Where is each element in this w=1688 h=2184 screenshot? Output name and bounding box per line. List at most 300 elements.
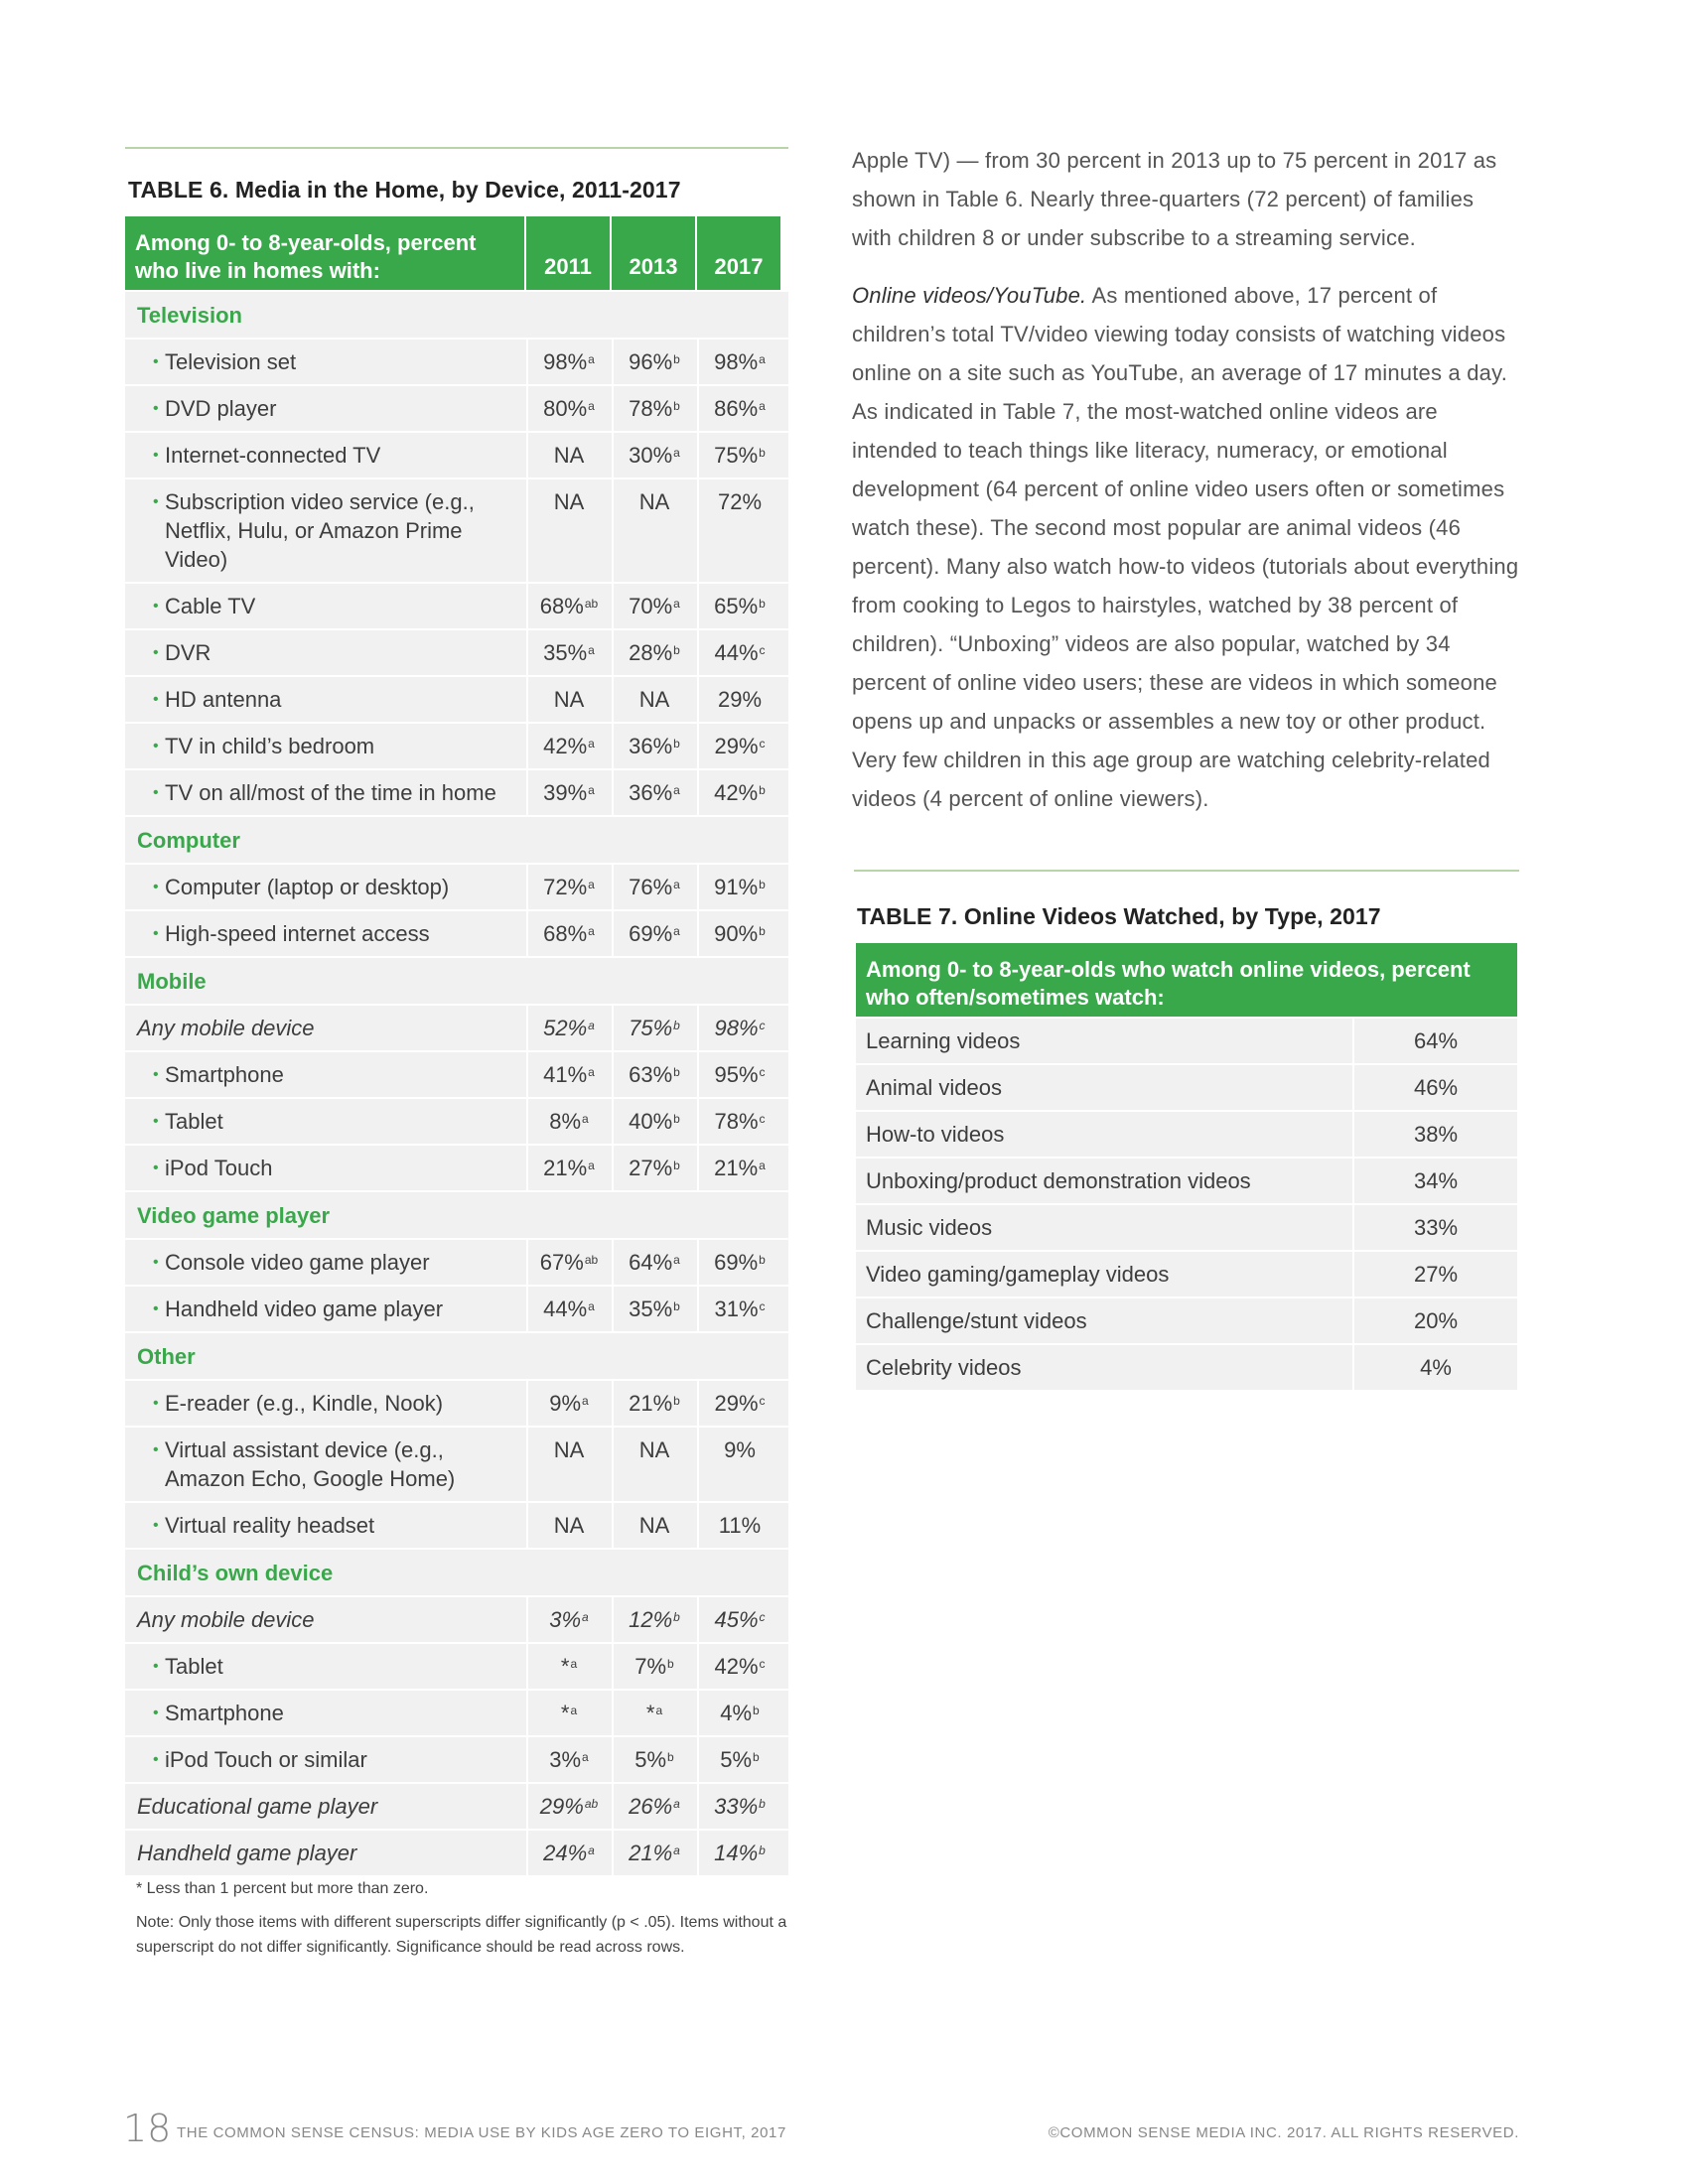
table6-row	[125, 1006, 788, 1050]
table6-row	[125, 1831, 788, 1875]
row-label-text: Other	[137, 1344, 196, 1369]
table7-title: TABLE 7. Online Videos Watched, by Type, 2017	[857, 903, 1381, 929]
row-label	[125, 1146, 524, 1190]
value-cell	[526, 1287, 610, 1331]
row-label-text: Any mobile device	[137, 1607, 315, 1632]
value-text: 30%	[629, 443, 673, 468]
value-text: 21%	[629, 1841, 673, 1865]
table6-row	[125, 865, 788, 909]
significance-superscript: c	[759, 737, 766, 751]
row-label-text: Virtual reality headset	[165, 1513, 375, 1538]
value-text: 76%	[629, 875, 673, 899]
value-cell: 38%	[1354, 1112, 1517, 1157]
bullet-icon: •	[153, 925, 159, 942]
row-label-text: E-reader (e.g., Kindle, Nook)	[165, 1391, 444, 1416]
row-label-text: Any mobile device	[137, 1016, 315, 1040]
value-text: 98%	[543, 349, 588, 374]
value-text: 12%	[629, 1607, 673, 1632]
row-label	[125, 724, 524, 768]
value-text: *	[560, 1701, 570, 1725]
footer-left: THE COMMON SENSE CENSUS: MEDIA USE BY KIDS AGE ZERO TO EIGHT, 2017	[177, 2124, 786, 2141]
value-text: 69%	[629, 921, 673, 946]
value-text: 27%	[629, 1156, 673, 1180]
value-text: *	[560, 1654, 570, 1679]
significance-superscript: b	[759, 924, 766, 938]
value-cell	[526, 1644, 610, 1689]
paragraph-lead: Online videos/YouTube.	[852, 283, 1087, 308]
significance-superscript: c	[759, 1299, 766, 1313]
value-cell	[612, 584, 695, 628]
value-cell	[526, 1831, 610, 1875]
value-cell: 46%	[1354, 1065, 1517, 1110]
value-cell	[612, 770, 695, 815]
value-cell	[526, 724, 610, 768]
value-text: 21%	[714, 1156, 759, 1180]
row-label: Learning videos	[856, 1019, 1352, 1063]
value-text: 45%	[714, 1607, 759, 1632]
row-label-text: Educational game player	[137, 1794, 378, 1819]
significance-superscript: c	[759, 1065, 766, 1079]
value-cell	[697, 1240, 780, 1285]
significance-superscript: a	[588, 643, 595, 657]
table6-section-row	[125, 1192, 788, 1238]
table7-row	[856, 1205, 1517, 1250]
value-cell	[526, 433, 610, 478]
value-text: NA	[553, 443, 585, 468]
significance-superscript: a	[588, 1843, 595, 1857]
value-cell	[526, 770, 610, 815]
value-cell	[612, 630, 695, 675]
significance-superscript: a	[588, 1065, 595, 1079]
value-text: 98%	[714, 349, 759, 374]
significance-superscript: b	[673, 643, 680, 657]
value-cell	[612, 1052, 695, 1097]
bullet-icon: •	[153, 353, 159, 370]
value-cell	[697, 1099, 780, 1144]
value-text: 42%	[714, 780, 759, 805]
significance-superscript: a	[673, 1843, 680, 1857]
value-text: 39%	[543, 780, 588, 805]
value-text: 64%	[629, 1250, 673, 1275]
significance-superscript: a	[570, 1657, 578, 1671]
body-paragraph: Apple TV) — from 30 percent in 2013 up to 75 percent in 2017 as shown in Table 6. Nearly three-quarters (72 percent) of families with children 8 or under subscribe to a streaming service.	[852, 148, 1497, 250]
value-text: NA	[553, 489, 585, 514]
row-label	[125, 770, 524, 815]
bullet-icon: •	[153, 1300, 159, 1317]
value-cell	[612, 433, 695, 478]
value-cell	[526, 584, 610, 628]
value-text: 29%	[539, 1794, 584, 1819]
table6-row	[125, 770, 788, 815]
value-text: NA	[553, 1437, 585, 1462]
section-label	[125, 292, 788, 338]
value-cell	[526, 1146, 610, 1190]
row-label-text: DVD player	[165, 396, 277, 421]
row-label-text: Handheld game player	[137, 1841, 357, 1865]
bullet-icon: •	[153, 1066, 159, 1083]
significance-superscript: b	[673, 1112, 680, 1126]
table6-row	[125, 1287, 788, 1331]
value-cell	[697, 433, 780, 478]
footer-right: ©COMMON SENSE MEDIA INC. 2017. ALL RIGHTS RESERVED.	[1048, 2124, 1519, 2141]
value-cell	[697, 1831, 780, 1875]
value-cell	[612, 1146, 695, 1190]
row-label-text: HD antenna	[165, 687, 282, 712]
table6-row	[125, 1099, 788, 1144]
value-text: 86%	[714, 396, 759, 421]
row-label	[125, 1240, 524, 1285]
table6-row	[125, 677, 788, 722]
value-text: 14%	[714, 1841, 759, 1865]
table7-row	[856, 1252, 1517, 1297]
value-text: 36%	[629, 780, 673, 805]
bullet-icon: •	[153, 784, 159, 801]
value-text: 80%	[543, 396, 588, 421]
value-text: 35%	[543, 640, 588, 665]
significance-superscript: a	[588, 1019, 595, 1032]
row-label-text: DVR	[165, 640, 211, 665]
table6-section-row	[125, 292, 788, 338]
table7-row	[856, 1019, 1517, 1063]
table6-row	[125, 1644, 788, 1689]
significance-superscript: a	[588, 924, 595, 938]
table7-row	[856, 1065, 1517, 1110]
row-label	[125, 630, 524, 675]
row-label	[125, 1691, 524, 1735]
row-label	[125, 1597, 524, 1642]
bullet-icon: •	[153, 1658, 159, 1675]
value-text: 98%	[714, 1016, 759, 1040]
row-label-text: Computer	[137, 828, 240, 853]
table6-row	[125, 1381, 788, 1426]
bullet-icon: •	[153, 1160, 159, 1176]
value-cell	[697, 1381, 780, 1426]
value-cell	[526, 1784, 610, 1829]
value-cell: 4%	[1354, 1345, 1517, 1390]
row-label-text: Smartphone	[165, 1062, 284, 1087]
value-cell	[526, 1052, 610, 1097]
value-text: 96%	[629, 349, 673, 374]
value-text: 91%	[714, 875, 759, 899]
significance-superscript: a	[673, 878, 680, 891]
value-cell	[612, 865, 695, 909]
table6-header-year: 2017	[697, 216, 780, 290]
significance-superscript: b	[759, 878, 766, 891]
row-label-text: Tablet	[165, 1654, 223, 1679]
value-cell	[697, 1287, 780, 1331]
value-cell	[612, 1287, 695, 1331]
value-cell	[612, 911, 695, 956]
value-cell: 20%	[1354, 1298, 1517, 1343]
row-label	[125, 1503, 524, 1548]
table6-row	[125, 630, 788, 675]
value-cell	[697, 1146, 780, 1190]
row-label	[125, 865, 524, 909]
value-cell	[612, 724, 695, 768]
bullet-icon: •	[153, 1441, 159, 1458]
value-cell	[612, 1381, 695, 1426]
value-cell	[697, 584, 780, 628]
value-cell: 33%	[1354, 1205, 1517, 1250]
value-cell	[612, 340, 695, 384]
value-cell	[612, 1644, 695, 1689]
value-text: 21%	[629, 1391, 673, 1416]
value-text: 26%	[629, 1794, 673, 1819]
table6-note: Note: Only those items with different superscripts differ significantly (p < .05). Items without a superscript do not differ significantly. Significance should be read across rows.	[136, 1914, 787, 1956]
significance-superscript: a	[582, 1750, 589, 1764]
row-label	[125, 911, 524, 956]
body-paragraph	[852, 276, 1519, 818]
value-cell	[697, 1784, 780, 1829]
significance-superscript: c	[759, 1657, 766, 1671]
bullet-icon: •	[153, 738, 159, 754]
value-cell	[526, 1691, 610, 1735]
table6-row	[125, 1503, 788, 1548]
value-text: 40%	[629, 1109, 673, 1134]
row-label-text: TV in child’s bedroom	[165, 734, 375, 758]
table7-row	[856, 1345, 1517, 1390]
value-cell	[526, 911, 610, 956]
table6-row	[125, 1428, 788, 1501]
row-label-text: Mobile	[137, 969, 207, 994]
significance-superscript: c	[759, 1019, 766, 1032]
value-cell	[526, 479, 610, 582]
significance-superscript: b	[759, 1843, 766, 1857]
section-label	[125, 1333, 788, 1379]
table6-row	[125, 724, 788, 768]
value-text: *	[645, 1701, 655, 1725]
row-label: How-to videos	[856, 1112, 1352, 1157]
table6-section-row	[125, 817, 788, 863]
paragraph-text: As mentioned above, 17 percent of children’s total TV/video viewing today consists of watching videos online on a site such as YouTube, an average of 17 minutes a day. As indicated in Table 7, the most-watched online videos are intended to teach things like literacy, numeracy, or emotional development (64 percent of online video users often or sometimes watch these). The second most popular are animal videos (46 percent). Many also watch how-to videos (tutorials about everything from cooking to Legos to hairstyles, watched by 38 percent of children). “Unboxing” videos are also popular, watched by 34 percent of online video users; these are videos in which someone opens up and unpacks or assembles a new toy or other product. Very few children in this age group are watching celebrity-related videos (4 percent of online viewers).	[852, 283, 1519, 811]
significance-superscript: b	[673, 1019, 680, 1032]
value-text: 31%	[714, 1297, 759, 1321]
row-label-text: Child’s own device	[137, 1561, 334, 1585]
bullet-icon: •	[153, 1751, 159, 1768]
bullet-icon: •	[153, 644, 159, 661]
table7-header: Among 0- to 8-year-olds who watch online videos, percent who often/sometimes watch:	[856, 943, 1517, 1017]
value-text: NA	[638, 1437, 670, 1462]
row-label	[125, 1737, 524, 1782]
value-text: 70%	[629, 594, 673, 618]
bullet-icon: •	[153, 598, 159, 614]
significance-superscript: a	[582, 1394, 589, 1408]
significance-superscript: b	[673, 352, 680, 366]
significance-superscript: a	[582, 1610, 589, 1624]
value-cell	[612, 386, 695, 431]
row-label-text: Cable TV	[165, 594, 256, 618]
value-text: NA	[638, 1513, 670, 1538]
row-label	[125, 1006, 524, 1050]
row-label: Music videos	[856, 1205, 1352, 1250]
table6-header-year: 2011	[526, 216, 610, 290]
table6-section-row	[125, 1550, 788, 1595]
value-text: NA	[553, 687, 585, 712]
value-text: 75%	[629, 1016, 673, 1040]
value-text: 67%	[539, 1250, 584, 1275]
value-text: 8%	[549, 1109, 582, 1134]
value-cell	[526, 677, 610, 722]
table6-section-row	[125, 1333, 788, 1379]
value-text: NA	[553, 1513, 585, 1538]
value-text: 41%	[543, 1062, 588, 1087]
value-text: 52%	[543, 1016, 588, 1040]
value-cell	[612, 479, 695, 582]
bullet-icon: •	[153, 1113, 159, 1130]
row-label: Challenge/stunt videos	[856, 1298, 1352, 1343]
row-label-text: Television	[137, 303, 242, 328]
table6-row	[125, 386, 788, 431]
row-label-text: Console video game player	[165, 1250, 430, 1275]
value-cell	[697, 724, 780, 768]
significance-superscript: a	[588, 399, 595, 413]
bullet-icon: •	[153, 879, 159, 895]
value-cell	[526, 630, 610, 675]
row-label-text: Virtual assistant device (e.g., Amazon Echo, Google Home)	[165, 1437, 456, 1491]
table6-row	[125, 1052, 788, 1097]
significance-superscript: b	[673, 1299, 680, 1313]
table6-row	[125, 584, 788, 628]
row-label-text: Video game player	[137, 1203, 331, 1228]
table6-section-row	[125, 958, 788, 1004]
row-label-text: Tablet	[165, 1109, 223, 1134]
value-cell	[612, 1503, 695, 1548]
row-label	[125, 433, 524, 478]
value-text: 9%	[549, 1391, 582, 1416]
table6-title: TABLE 6. Media in the Home, by Device, 2011-2017	[128, 177, 681, 203]
significance-superscript: b	[673, 1610, 680, 1624]
significance-superscript: b	[667, 1657, 674, 1671]
significance-superscript: a	[588, 352, 595, 366]
value-text: 90%	[714, 921, 759, 946]
table6-row	[125, 479, 788, 582]
row-label-text: Subscription video service (e.g., Netflix, Hulu, or Amazon Prime Video)	[165, 489, 475, 572]
row-label-text: High-speed internet access	[165, 921, 430, 946]
significance-superscript: c	[759, 1394, 766, 1408]
row-label	[125, 479, 524, 582]
row-label	[125, 1381, 524, 1426]
value-text: 4%	[720, 1701, 753, 1725]
value-text: 5%	[720, 1747, 753, 1772]
value-cell	[612, 1691, 695, 1735]
significance-superscript: b	[759, 783, 766, 797]
table6-body	[125, 292, 788, 1875]
value-text: 75%	[714, 443, 759, 468]
table6-row	[125, 1240, 788, 1285]
value-cell	[697, 340, 780, 384]
row-label	[125, 1099, 524, 1144]
significance-superscript: b	[673, 1159, 680, 1172]
table6-row	[125, 433, 788, 478]
section-label	[125, 1192, 788, 1238]
row-label	[125, 1287, 524, 1331]
value-text: 36%	[629, 734, 673, 758]
value-text: 7%	[634, 1654, 667, 1679]
value-cell	[612, 1428, 695, 1501]
significance-superscript: b	[759, 1253, 766, 1267]
value-cell	[612, 1006, 695, 1050]
value-text: 42%	[714, 1654, 759, 1679]
value-text: 35%	[629, 1297, 673, 1321]
table7	[856, 943, 1517, 1390]
row-label-text: TV on all/most of the time in home	[165, 780, 496, 805]
value-cell	[612, 1784, 695, 1829]
value-text: 29%	[714, 734, 759, 758]
row-label-text: Internet-connected TV	[165, 443, 381, 468]
significance-superscript: b	[759, 1797, 766, 1811]
value-cell	[697, 1691, 780, 1735]
table6-row	[125, 1784, 788, 1829]
value-cell	[526, 865, 610, 909]
value-cell	[697, 770, 780, 815]
page-number: 18	[123, 2107, 172, 2150]
significance-superscript: a	[588, 737, 595, 751]
significance-superscript: a	[570, 1704, 578, 1717]
value-cell	[697, 865, 780, 909]
bullet-icon: •	[153, 447, 159, 464]
significance-superscript: a	[588, 783, 595, 797]
significance-superscript: c	[759, 643, 766, 657]
bullet-icon: •	[153, 1517, 159, 1534]
significance-superscript: a	[588, 1159, 595, 1172]
significance-superscript: c	[759, 1610, 766, 1624]
bullet-icon: •	[153, 1254, 159, 1271]
value-text: NA	[638, 687, 670, 712]
significance-superscript: ab	[584, 597, 599, 611]
row-label-text: Smartphone	[165, 1701, 284, 1725]
row-label: Unboxing/product demonstration videos	[856, 1159, 1352, 1203]
value-cell	[526, 1240, 610, 1285]
significance-superscript: ab	[584, 1797, 599, 1811]
value-text: 29%	[714, 1391, 759, 1416]
value-cell	[612, 1240, 695, 1285]
table6-header-year: 2013	[612, 216, 695, 290]
table7-row	[856, 1159, 1517, 1203]
value-cell	[612, 1099, 695, 1144]
value-cell	[526, 1503, 610, 1548]
significance-superscript: a	[673, 446, 680, 460]
value-text: 21%	[543, 1156, 588, 1180]
value-text: 78%	[714, 1109, 759, 1134]
row-label	[125, 340, 524, 384]
value-cell	[612, 1737, 695, 1782]
value-text: 72%	[717, 489, 763, 514]
significance-superscript: b	[667, 1750, 674, 1764]
value-cell	[697, 1644, 780, 1689]
value-cell	[697, 1503, 780, 1548]
significance-superscript: a	[673, 597, 680, 611]
significance-superscript: b	[759, 597, 766, 611]
significance-superscript: b	[673, 737, 680, 751]
significance-superscript: b	[753, 1704, 760, 1717]
value-cell	[697, 386, 780, 431]
value-text: NA	[638, 489, 670, 514]
value-text: 68%	[543, 921, 588, 946]
significance-superscript: a	[759, 352, 766, 366]
table6-header-label: Among 0- to 8-year-olds, percent who live in homes with:	[125, 216, 524, 290]
value-cell	[697, 677, 780, 722]
value-cell	[526, 1737, 610, 1782]
table7-row	[856, 1112, 1517, 1157]
significance-superscript: a	[759, 399, 766, 413]
value-cell: 27%	[1354, 1252, 1517, 1297]
table7-row	[856, 1298, 1517, 1343]
value-cell	[526, 1381, 610, 1426]
significance-superscript: b	[753, 1750, 760, 1764]
table6-row	[125, 911, 788, 956]
row-label-text: Television set	[165, 349, 297, 374]
row-label	[125, 1831, 524, 1875]
